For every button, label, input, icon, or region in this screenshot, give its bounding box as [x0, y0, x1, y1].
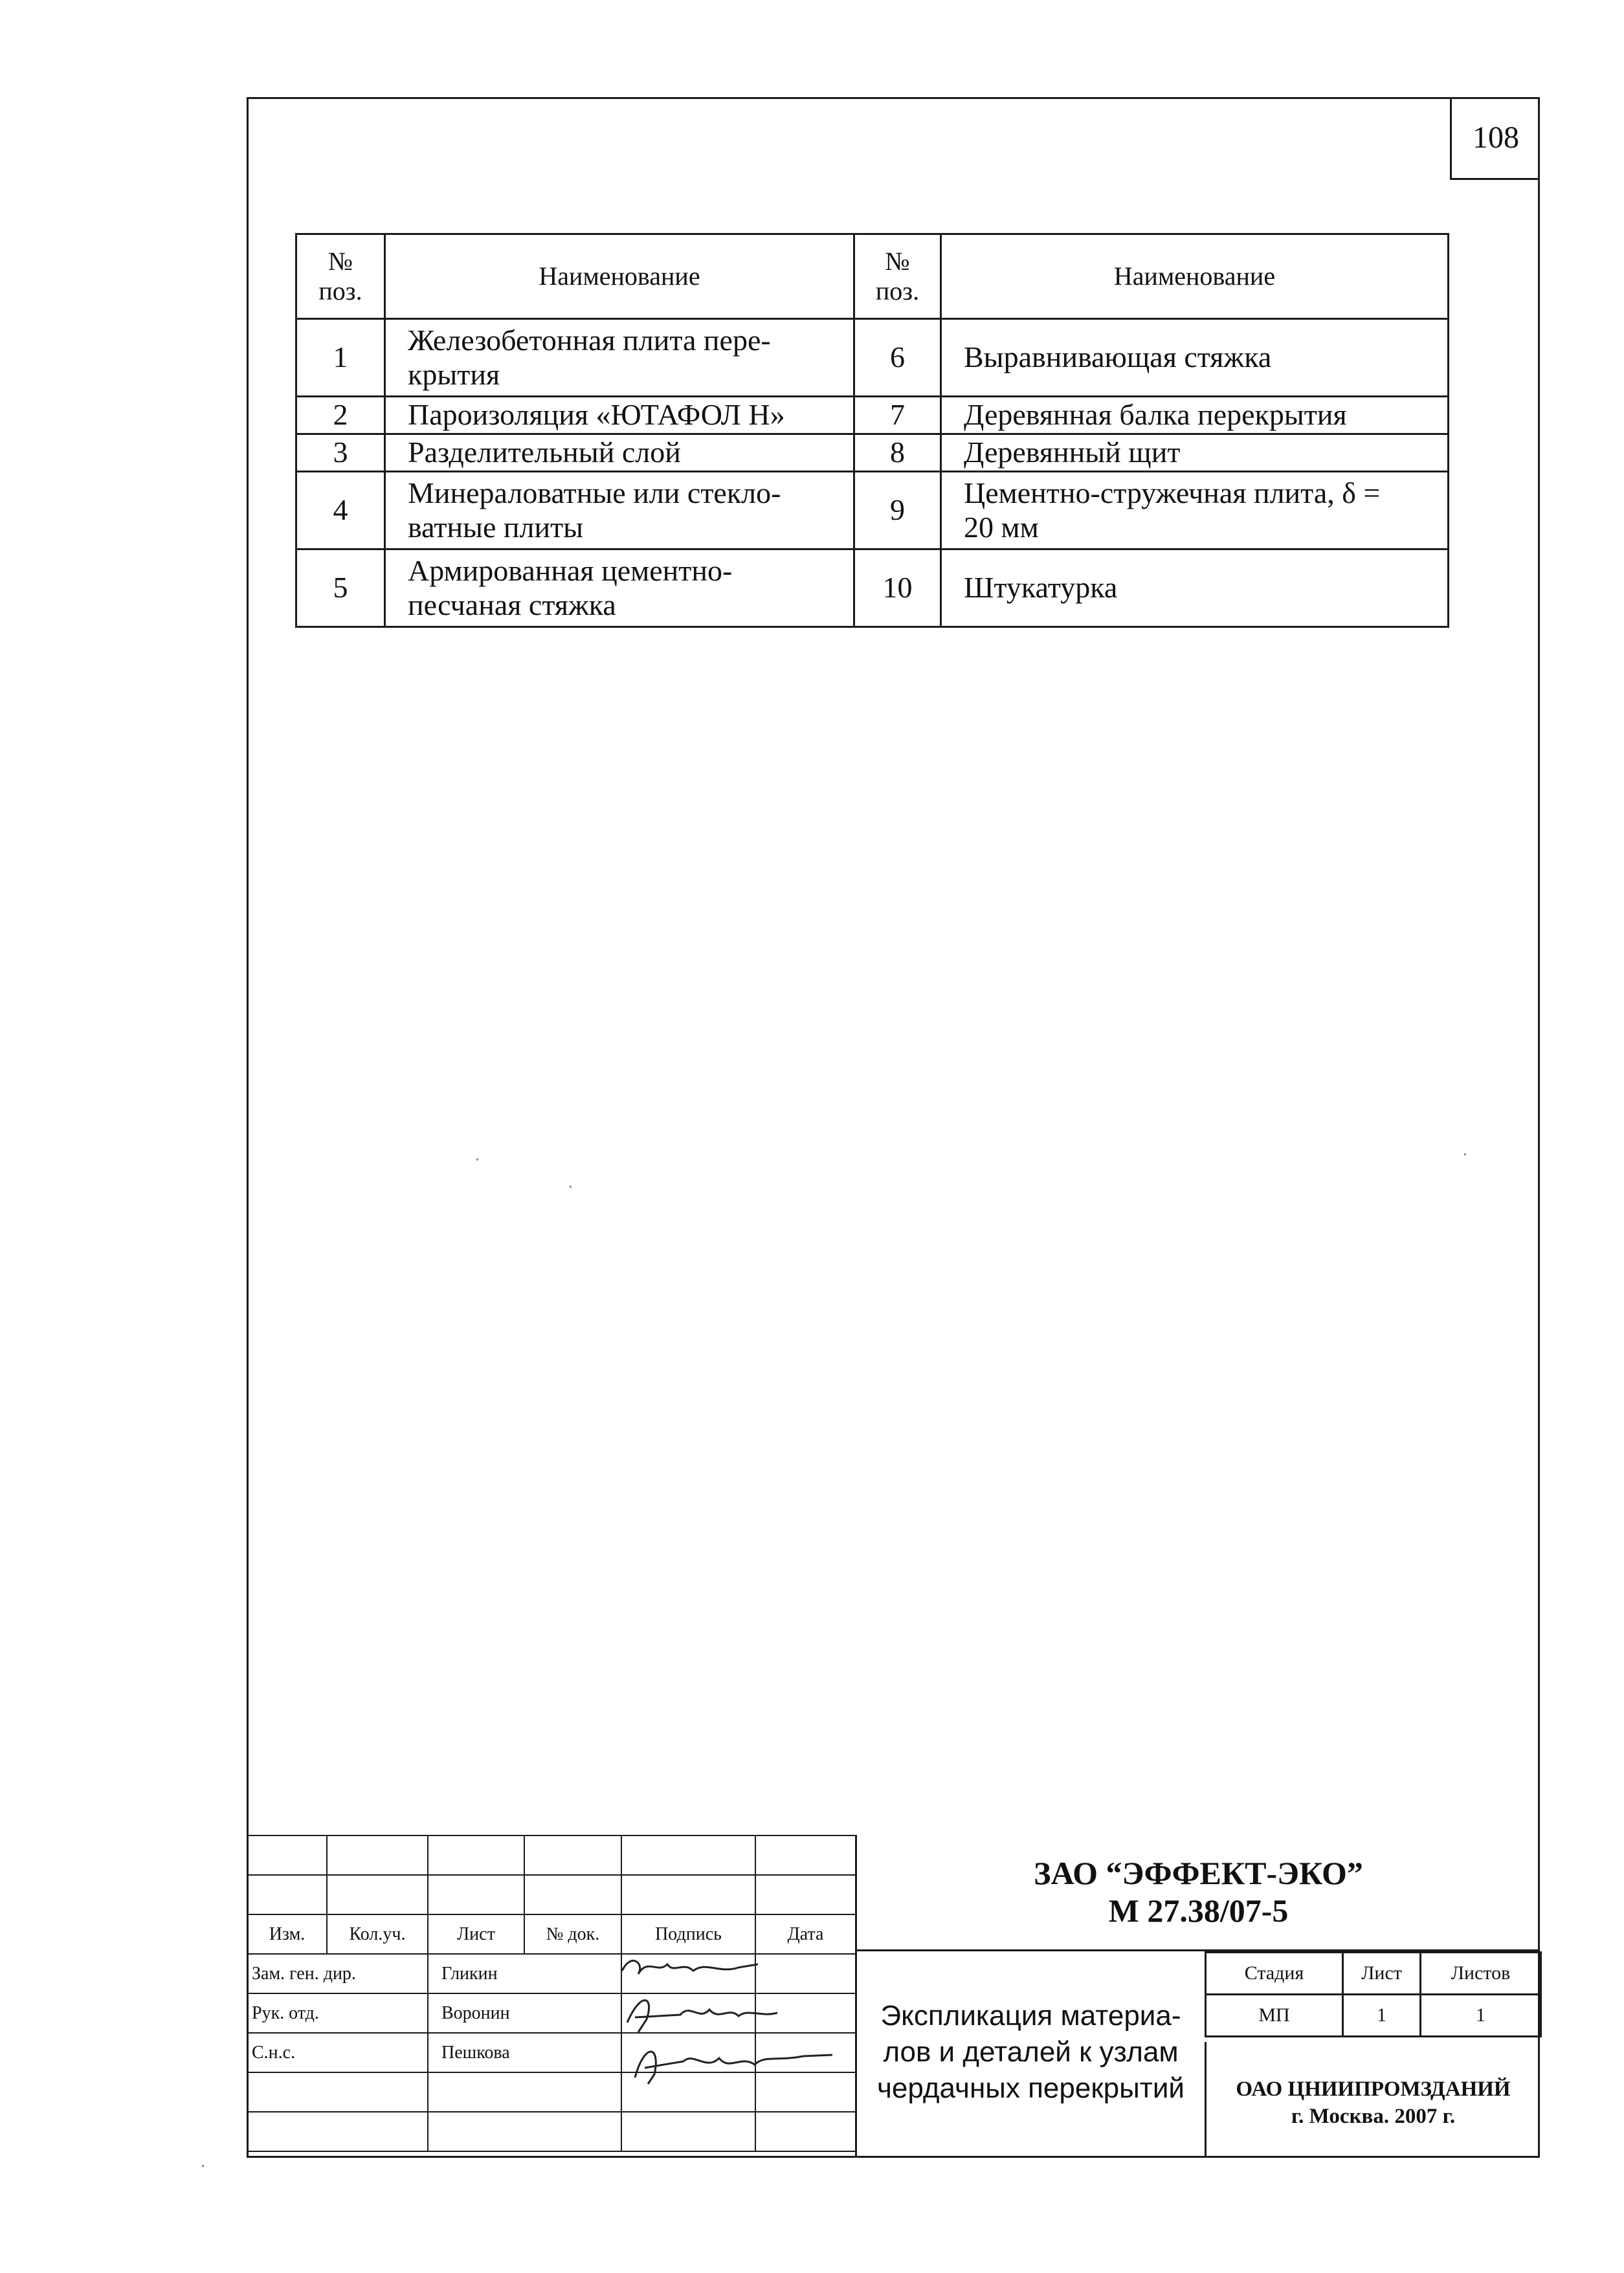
document-code: М 27.38/07-5 — [1108, 1892, 1289, 1929]
label-quantity: Кол.уч. — [327, 1914, 428, 1954]
pos-cell: 10 — [854, 549, 941, 627]
revision-row — [247, 1835, 856, 1875]
scan-speck — [476, 1159, 478, 1160]
label-date: Дата — [755, 1914, 856, 1954]
pos-cell: 8 — [854, 434, 941, 472]
name-cell: Цементно-стружечная плита, δ = 20 мм — [941, 472, 1449, 549]
pos-cell: 1 — [296, 319, 385, 397]
organization-name: ЗАО “ЭФФЕКТ-ЭКО” — [1034, 1855, 1363, 1891]
label-signature: Подпись — [621, 1914, 755, 1954]
scan-speck — [202, 2165, 204, 2167]
label-sheet: Лист — [428, 1914, 524, 1954]
header-pos-left: № поз. — [296, 234, 385, 319]
staff-name: Воронин — [428, 1993, 621, 2033]
sheets-value: 1 — [1421, 1995, 1541, 2037]
page-number: 108 — [1450, 97, 1540, 180]
staff-name: Пешкова — [428, 2033, 621, 2072]
table-row — [296, 549, 1449, 627]
sheets-label: Листов — [1421, 1953, 1541, 1995]
sheet-label: Лист — [1343, 1953, 1421, 1995]
name-cell: Разделительный слой — [385, 434, 854, 472]
pos-cell: 6 — [854, 319, 941, 397]
pos-cell: 2 — [296, 397, 385, 434]
handwritten-signatures — [609, 1945, 842, 2107]
name-cell: Деревянная балка перекрытия — [941, 397, 1449, 434]
scan-speck — [1464, 1153, 1466, 1155]
revision-row — [247, 1875, 856, 1914]
table-header-row — [296, 234, 1449, 319]
table-row — [296, 472, 1449, 549]
pos-cell: 3 — [296, 434, 385, 472]
sheet-value: 1 — [1343, 1995, 1421, 2037]
stage-table — [1205, 1951, 1542, 2037]
institute-block — [1205, 2042, 1540, 2158]
staff-row — [247, 2112, 856, 2151]
specification-table — [295, 233, 1449, 628]
title-block-right — [855, 1835, 1540, 2158]
name-cell: Штукатурка — [941, 549, 1449, 627]
name-cell: Выравнивающая стяжка — [941, 319, 1449, 397]
pos-cell: 7 — [854, 397, 941, 434]
name-cell: Железобетонная плита пере- крытия — [385, 319, 854, 397]
staff-role: Зам. ген. дир. — [247, 1954, 428, 1993]
label-doc-number: № док. — [524, 1914, 621, 1954]
pos-cell: 9 — [854, 472, 941, 549]
header-name-left: Наименование — [385, 234, 854, 319]
pos-cell: 4 — [296, 472, 385, 549]
name-cell: Армированная цементно- песчаная стяжка — [385, 549, 854, 627]
header-pos-right: № поз. — [854, 234, 941, 319]
pos-cell: 5 — [296, 549, 385, 627]
table-row — [296, 434, 1449, 472]
institute-name: ОАО ЦНИИПРОМЗДАНИЙ — [1236, 2078, 1511, 2101]
table-row — [296, 397, 1449, 434]
title-block — [247, 1835, 1540, 2158]
staff-name: Гликин — [428, 1954, 621, 1993]
name-cell: Деревянный щит — [941, 434, 1449, 472]
stage-label: Стадия — [1206, 1953, 1343, 1995]
table-row — [296, 319, 1449, 397]
stage-value: МП — [1206, 1995, 1343, 2037]
city-year: г. Москва. 2007 г. — [1291, 2105, 1456, 2128]
label-change: Изм. — [247, 1914, 327, 1954]
header-name-right: Наименование — [941, 234, 1449, 319]
staff-role: Рук. отд. — [247, 1993, 428, 2033]
staff-role: С.н.с. — [247, 2033, 428, 2072]
scan-speck — [570, 1186, 572, 1188]
organization-header — [855, 1835, 1540, 1951]
name-cell: Пароизоляция «ЮТАФОЛ Н» — [385, 397, 854, 434]
drawing-description: Экспликация материа- лов и деталей к узлам чердачных перекрытий — [855, 1951, 1205, 2158]
name-cell: Минераловатные или стекло- ватные плиты — [385, 472, 854, 549]
